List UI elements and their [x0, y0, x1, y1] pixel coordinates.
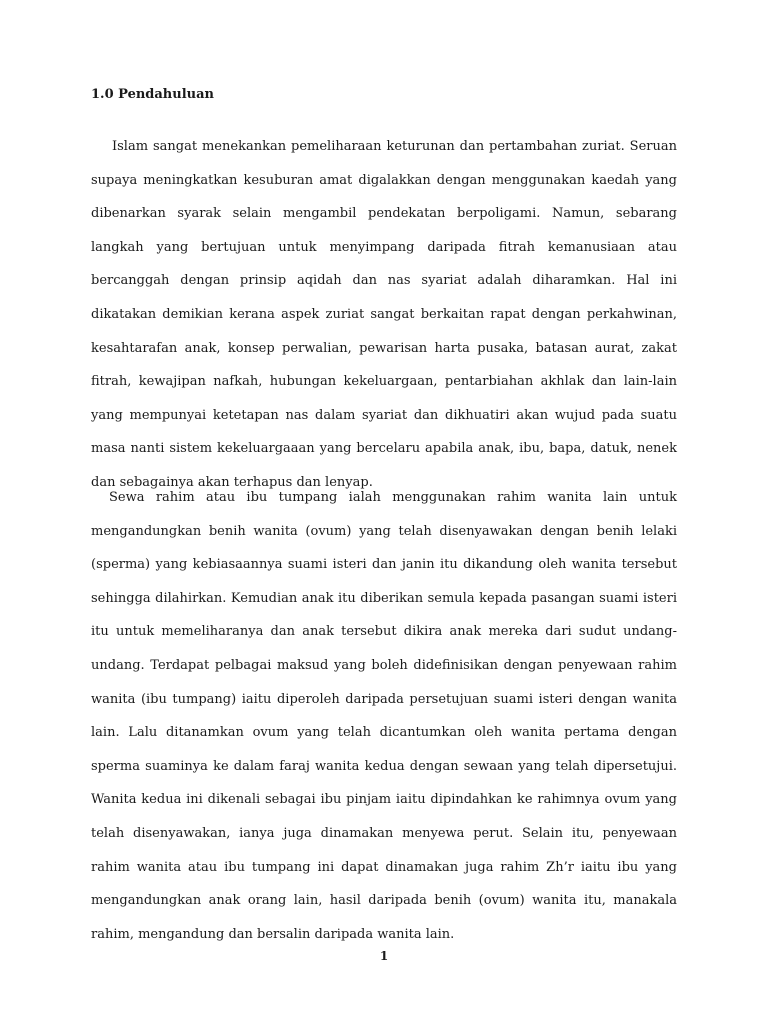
body-paragraph-2: Sewa rahim atau ibu tumpang ialah menggunakan rahim wanita lain untuk mengandungkan benih wanita (ovum) yang telah disenyawakan dengan benih lelaki (sperma) yang kebiasaannya suami isteri dan janin itu dikandung oleh wanita tersebut sehingga dilahirkan. Kemudian anak itu diberikan semula kepada pasangan suami isteri itu untuk memeliharanya dan anak tersebut dikira anak mereka dari sudut undang-undang. Terdapat pelbagai maksud yang boleh didefinisikan dengan penyewaan rahim wanita (ibu tumpang) iaitu diperoleh daripada persetujuan suami isteri dengan wanita lain. Lalu ditanamkan ovum yang telah dicantumkan oleh wanita pertama dengan sperma suaminya ke dalam faraj wanita kedua dengan sewaan yang telah dipersetujui. Wanita kedua ini dikenali sebagai ibu pinjam iaitu dipindahkan ke rahimnya ovum yang telah disenyawakan, ianya juga dinamakan menyewa perut. Selain itu, penyewaan rahim wanita atau ibu tumpang ini dapat dinamakan juga rahim Zh’r iaitu ibu yang mengandungkan anak orang lain, hasil daripada benih (ovum) wanita itu, manakala rahim, mengandung dan bersalin daripada wanita lain. — [91, 490, 677, 942]
body-paragraph-1: Islam sangat menekankan pemeliharaan keturunan dan pertambahan zuriat. Seruan supaya meningkatkan kesuburan amat digalakkan dengan menggunakan kaedah yang dibenarkan syarak selain mengambil pendekatan berpoligami. Namun, sebarang langkah yang bertujuan untuk menyimpang daripada fitrah kemanusiaan atau bercanggah dengan prinsip aqidah dan nas syariat adalah diharamkan. Hal ini dikatakan demikian kerana aspek zuriat sangat berkaitan rapat dengan perkahwinan, kesahtarafan anak, konsep perwalian, pewarisan harta pusaka, batasan aurat, zakat fitrah, kewajipan nafkah, hubungan kekeluargaan, pentarbiahan akhlak dan lain-lain yang mempunyai ketetapan nas dalam syariat dan dikhuatiri akan wujud pada suatu masa nanti sistem kekeluargaaan yang bercelaru apabila anak, ibu, bapa, datuk, nenek dan sebagainya akan terhapus dan lenyap. — [91, 139, 677, 490]
page-number: 1 — [379, 949, 389, 963]
section-heading: 1.0 Pendahuluan — [91, 87, 214, 102]
